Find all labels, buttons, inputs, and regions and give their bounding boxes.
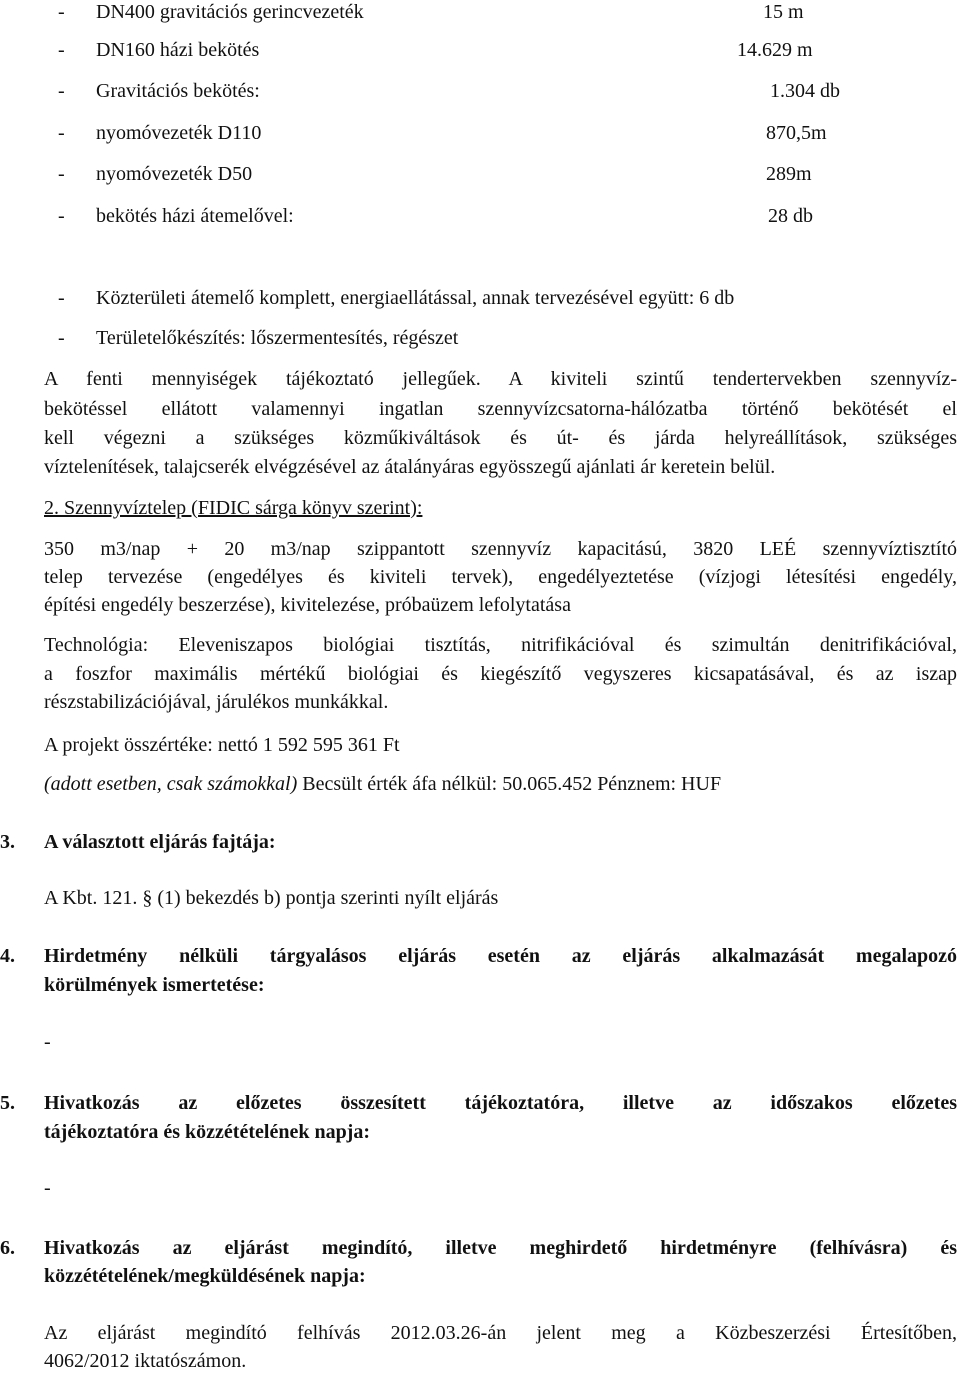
paragraph-line: A fenti mennyiségek tájékoztató jellegűek. A kiviteli szintű tendertervekben szennyvíz- [44,368,957,390]
paragraph-line: bekötéssel ellátott valamennyi ingatlan szennyvízcsatorna-hálózatba történő bekötését el [44,398,957,420]
quantity-value: 15 m [763,1,804,23]
section-number: 4. [0,945,15,967]
section-title: körülmények ismertetése: [44,974,265,996]
list-dash: - [58,1,65,23]
section-title: közzétételének/megküldésének napja: [44,1265,366,1287]
paragraph-line: a foszfor maximális mértékű biológiai és kiegészítő vegyszeres kicsapatásával, és az iszap [44,663,957,685]
quantity-label: bekötés házi átemelővel: [96,205,294,227]
paragraph-line: víztelenítések, talajcserék elvégzésével az átalányáras egyösszegű ajánlati ár keretein belül. [44,456,776,478]
section-title: Hivatkozás az előzetes összesített tájékoztatóra, illetve az időszakos előzetes [44,1092,957,1114]
quantity-label: Gravitációs bekötés: [96,80,260,102]
paragraph-line: kell végezni a szükséges közműkiváltások és út- és járda helyreállítások, szükséges [44,427,957,449]
section-title: Hivatkozás az eljárást megindító, illetve meghirdető hirdetményre (felhívásra) és [44,1237,957,1259]
list-dash: - [58,122,65,144]
section-title: tájékoztatóra és közzétételének napja: [44,1121,371,1143]
section-body: Az eljárást megindító felhívás 2012.03.26-án jelent meg a Közbeszerzési Értesítőben, [44,1322,957,1344]
section-heading: 2. Szennyvíztelep (FIDIC sárga könyv szerint): [44,497,423,519]
section-title: Hirdetmény nélküli tárgyalásos eljárás esetén az eljárás alkalmazását megalapozó [44,945,957,967]
list-item-text: Területelőkészítés: lőszermentesítés, régészet [96,327,459,349]
paragraph-line: Technológia: Eleveniszapos biológiai tisztítás, nitrifikációval és szimultán denitrifikációval, [44,634,957,656]
estimate-value: Becsült érték áfa nélkül: 50.065.452 Pénznem: HUF [297,773,722,795]
quantity-label: DN160 házi bekötés [96,39,260,61]
estimate-line [44,772,721,796]
list-dash: - [58,163,65,185]
list-dash: - [58,327,65,349]
list-item-text: Közterületi átemelő komplett, energiaellátással, annak tervezésével együtt: 6 db [96,287,735,309]
quantity-label: DN400 gravitációs gerincvezeték [96,1,364,23]
list-dash: - [58,39,65,61]
section-body: - [44,1177,51,1199]
section-body: A Kbt. 121. § (1) bekezdés b) pontja szerinti nyílt eljárás [44,887,499,909]
section-body: 4062/2012 iktatószámon. [44,1350,247,1372]
list-dash: - [58,205,65,227]
estimate-note: (adott esetben, csak számokkal) [44,773,298,795]
project-value: A projekt összértéke: nettó 1 592 595 361 Ft [44,734,400,756]
quantity-value: 28 db [768,205,813,227]
quantity-label: nyomóvezeték D50 [96,163,253,185]
section-number: 5. [0,1092,15,1114]
paragraph-line: építési engedély beszerzése), kivitelezése, próbaüzem lefolytatása [44,594,571,616]
paragraph-line: 350 m3/nap + 20 m3/nap szippantott szennyvíz kapacitású, 3820 LEÉ szennyvíztisztító [44,538,957,560]
paragraph-line: telep tervezése (engedélyes és kiviteli tervek), engedélyeztetése (vízjogi létesítési engedély, [44,566,957,588]
quantity-value: 870,5m [766,122,827,144]
paragraph-line: részstabilizációjával, járulékos munkákkal. [44,691,389,713]
list-dash: - [58,80,65,102]
quantity-label: nyomóvezeték D110 [96,122,262,144]
section-body: - [44,1031,51,1053]
quantity-value: 289m [766,163,812,185]
section-number: 6. [0,1237,15,1259]
section-title: A választott eljárás fajtája: [44,831,276,853]
section-number: 3. [0,831,15,853]
list-dash: - [58,287,65,309]
quantity-value: 1.304 db [770,80,840,102]
quantity-value: 14.629 m [737,39,813,61]
